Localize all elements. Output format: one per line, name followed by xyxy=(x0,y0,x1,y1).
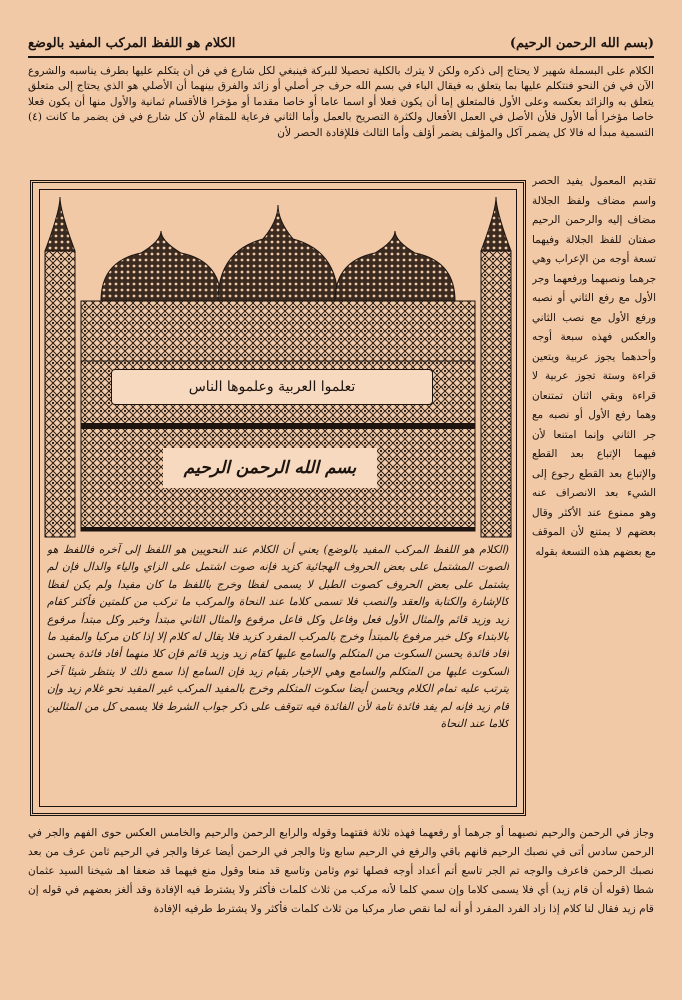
top-commentary: الكلام على البسملة شهير لا يحتاج إلى ذكره ولكن لا يترك بالكلية تحصيلا للبركة فينبغي لكل شارع في فن أن يتكلم عليها بطرف يناسبه والشروع الآن في فن النحو فنتكلم عليها بما يتعلق به فيقال الباء في بسم الله حرف جر أصلي أو زائد والفرق بينهما أن الأصلي هو الذي يحتاج إلى متعلق يتعلق به والزائد بعكسه وعلى الأول فالمتعلق إما أن يكون فعلا أو اسما عاما أو خاصا مقدما أو مؤخرا فالأقسام ثمانية والأول منها أن يكون فعلا خاصا مؤخرا أما الأول فلأن الأصل في العمل الأفعال ولكثرة التصريح بالعمل وأما الثاني فرعاية للمقام لأن كل شارع في فن يضمر ما كانت (٤) التسمية مبدأ له فالا كل يضمر آكل والمؤلف يضمر أؤلف وأما الثالث فللإفادة الحصر لأن xyxy=(28,65,654,139)
arabesque-ornament xyxy=(41,191,515,541)
basmala-heading: (بسم الله الرحمن الرحيم) xyxy=(509,35,654,51)
motto-banner: تعلموا العربية وعلموها الناس xyxy=(111,369,433,405)
header-rule xyxy=(28,56,654,58)
bottom-commentary: وجاز في الرحمن والرحيم نصبهما أو جرهما أو رفعهما فهذه ثلاثة فقتهما وقوله والرابع الرحمن والرحيم والخامس العكس حوى الفهم والجر في الرحمن سادس أتى في نصبك الرحيم فانهم باقي والرفع في الرحيم سابع وثا والجر في الرحمن أيضا عرفا والجر في الرحيم ثامن عرف من بعد نصبك الرحمن فاعرف والوجه تم الجر تاسع أتم أعداد أوجه فصلها توم وثامن وتاسع قد منعا وقول منع فيهما قد ضعفا اهـ شيخنا السيد عثمان شطا (قوله أن قام زيد) أي فلا يسمى كلاما وإن سمي كلما لأنه مركب من ثلاث كلمات فأكثر ولا يشترط فيه الإفادة وقد ألغز بعضهم في قوله إن قام زيد فقال لنا كلام إذا زاد الفرد المفرد أو أنه لما نقص صار مركبا من ثلاث كلمات فأكثر ولا يشترط طرفيه الإفادة xyxy=(28,827,654,915)
basmala-cartouche: بسم الله الرحمن الرحيم xyxy=(163,448,377,488)
page-header xyxy=(28,33,654,53)
matn-text: (الكلام هو اللفظ المركب المفيد بالوضع) يعني أن الكلام عند النحويين هو اللفظ إلى آخره فاللفظ هو الصوت المشتمل على بعض الحروف الهجائية كزيد فإنه صوت اشتمل على الزاي والياء والدال فإن لم يشتمل على بعض الحروف كصوت الطبل لا يسمى لفظا وخرج باللفظ ما كان مفيدا ولم يكن لفظا كالإشارة والكتابة والعقد والنصب فلا تسمى كلاما عند النحاة والمركب ما تركب من كلمتين فأكثر كقام زيد وزيد قائم والمثال الأول فعل وفاعل وكل فاعل مرفوع والمثال الثاني مبتدأ وخبر وكل مبتدأ مرفوع بالابتداء وكل خبر مرفوع بالمبتدأ وخرج بالمركب المفرد كزيد فلا يقال له كلام إلا إذا كان مركبا والمفيد ما أفاد فائدة يحسن السكوت من المتكلم والسامع عليها كقام زيد وزيد قائم فإن كلا منهما أفاد فائدة يحسن السكوت عليها من المتكلم والسامع وهي الإخبار بقيام زيد فإن السامع إذا سمع ذلك لا ينتظر شيئا آخر يترتب عليه تمام الكلام ويحسن أيضا سكوت المتكلم وخرج بالمفيد المركب غير المفيد نحو غلام زيد وإن قام زيد فإنه لم يفد فائدة تامة لأن الفائدة فيه تتوقف على ذكر جواب الشرط فلا يسمى كل من المثالين كلاما عند النحاة xyxy=(47,543,509,731)
side-commentary: تقديم المعمول يفيد الحصر واسم مضاف ولفظ الجلالة مضاف إليه والرحمن الرحيم صفتان للفظ الجلالة وفيهما تسعة أوجه من الإعراب وهي جرهما ونصبهما ورفعهما وجر الأول مع رفع الثاني أو نصبه ورفع الأول مع نصب الثاني والعكس فهذه سبعة أوجه وأحدهما يجوز عربية ويتعين قراءة وستة تجوز عربية لا قراءة وبقي اثنان تمتنعان وهما رفع الأول أو نصبه مع جر الثاني وإنما امتنعا لأن فيهما الإتباع بعد القطع والإتباع بعد القطع رجوع إلى الشيء بعد الانصراف عنه وهو ممنوع عند الأكثر وقال بعضهم لا يمتنع لأن الموقف مع بعضهم هذه التسعة بقوله xyxy=(532,175,656,558)
ornamental-frame xyxy=(30,180,526,816)
running-title: الكلام هو اللفظ المركب المفيد بالوضع xyxy=(28,35,236,51)
